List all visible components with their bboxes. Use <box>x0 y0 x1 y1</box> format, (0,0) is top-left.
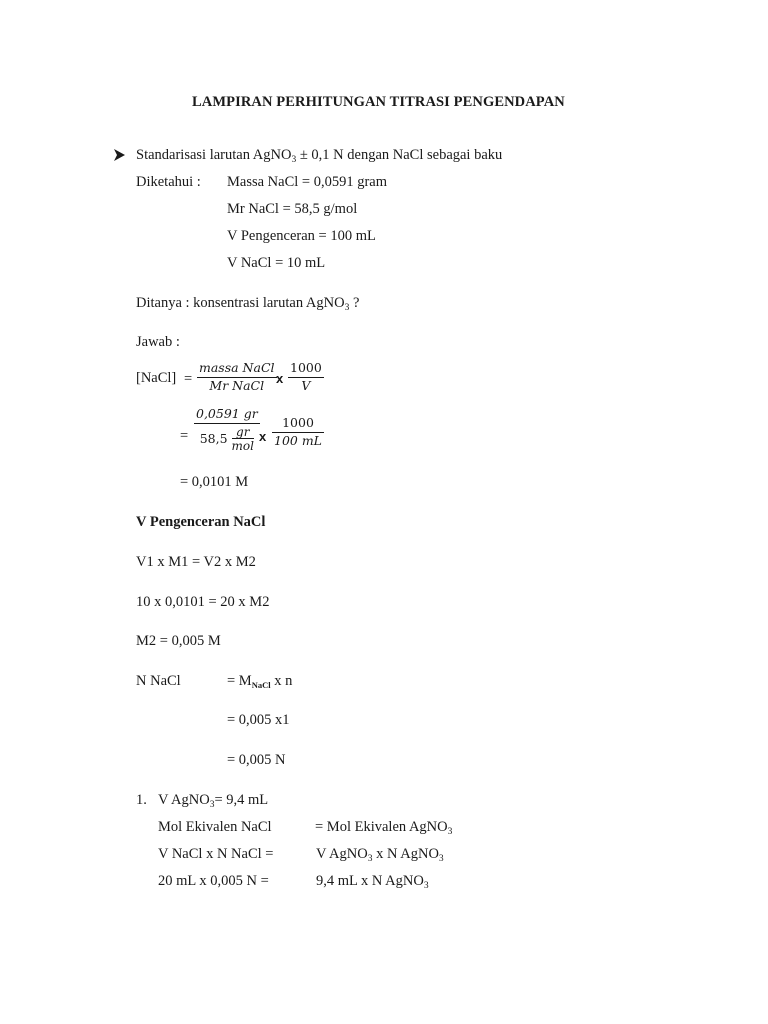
asked-text-a: Ditanya : konsentrasi larutan AgNO <box>136 295 345 311</box>
item-sub: 3 <box>209 800 215 810</box>
dilution-line: 10 x 0,0101 = 20 x M2 <box>136 594 270 610</box>
dilution-line: M2 = 0,005 M <box>136 633 221 649</box>
equivalence-right <box>316 874 429 889</box>
asked-sub: 3 <box>344 303 350 313</box>
normality-line: = 0,005 x1 <box>227 712 290 728</box>
equivalence-sub: 3 <box>423 881 429 891</box>
fraction-numerator: 1000 <box>282 415 314 430</box>
fraction-numerator: massa NaCl <box>199 360 275 375</box>
std-sub: 3 <box>291 155 297 165</box>
equivalence-text: V AgNO <box>316 846 368 862</box>
std-text-a: Standarisasi larutan AgNO <box>136 147 292 163</box>
equivalence-sub: 3 <box>438 854 444 864</box>
fraction-numerator: 0,0591 gr <box>196 406 258 421</box>
known-item: Massa NaCl = 0,0591 gram <box>227 174 388 190</box>
fraction-denominator: V <box>288 377 324 393</box>
normality-text-b: x n <box>270 673 293 689</box>
normality-line: = 0,005 N <box>227 752 286 768</box>
fraction-1000-over-100ml <box>272 417 324 447</box>
equivalence-text: = Mol Ekivalen AgNO <box>315 819 448 835</box>
known-item: V NaCl = 10 mL <box>227 255 326 271</box>
normality-text-a: = M <box>227 673 252 689</box>
asked-line <box>136 296 359 311</box>
answer-label: Jawab : <box>136 334 180 350</box>
formula-result: = 0,0101 M <box>180 474 249 490</box>
item-text-b: = 9,4 mL <box>214 792 269 808</box>
equivalence-sub: 3 <box>447 827 453 837</box>
fraction-denominator: Mr NaCl <box>197 377 277 393</box>
known-item: V Pengenceran = 100 mL <box>227 228 376 244</box>
unit-numerator: gr <box>236 424 250 439</box>
item-text-a: V AgNO <box>158 792 210 808</box>
formula-lhs: [NaCl] <box>136 370 177 386</box>
arrow-bullet-icon <box>112 148 126 162</box>
fraction-denominator <box>194 423 260 452</box>
unit-denominator: mol <box>231 438 254 453</box>
equivalence-sub: 3 <box>367 854 373 864</box>
fraction-mass-value <box>194 408 260 452</box>
equals-sign: = <box>180 428 189 444</box>
equivalence-left: Mol Ekivalen NaCl <box>158 819 272 835</box>
equivalence-left: V NaCl x N NaCl = <box>158 846 274 862</box>
normality-sub: NaCl <box>251 680 271 690</box>
unit-fraction <box>232 426 254 452</box>
equivalence-text: x N AgNO <box>372 846 439 862</box>
page-title: LAMPIRAN PERHITUNGAN TITRASI PENGENDAPAN <box>192 94 565 110</box>
known-label: Diketahui : <box>136 174 201 190</box>
asked-text-b: ? <box>349 295 360 311</box>
list-number: 1. <box>136 792 147 808</box>
normality-line <box>227 674 292 689</box>
equivalence-right <box>316 847 444 862</box>
fraction-numerator: 1000 <box>290 360 322 375</box>
known-item: Mr NaCl = 58,5 g/mol <box>227 201 358 217</box>
times-sign: x <box>259 429 267 444</box>
std-text-b: ± 0,1 N dengan NaCl sebagai baku <box>296 147 503 163</box>
equals-sign: = <box>184 371 193 387</box>
equivalence-left: 20 mL x 0,005 N = <box>158 873 269 889</box>
equivalence-right <box>315 820 452 835</box>
times-sign: x <box>276 371 284 386</box>
equivalence-text: 9,4 mL x N AgNO <box>316 873 424 889</box>
mr-value: 58,5 <box>199 430 228 446</box>
fraction-mass-over-mr <box>197 362 277 392</box>
fraction-denominator: 100 mL <box>274 432 322 448</box>
fraction-1000-over-v <box>288 362 324 392</box>
item-line <box>158 793 268 808</box>
normality-label: N NaCl <box>136 673 181 689</box>
standardization-line <box>136 148 502 163</box>
dilution-line: V1 x M1 = V2 x M2 <box>136 554 256 570</box>
section-heading: V Pengenceran NaCl <box>136 514 266 530</box>
